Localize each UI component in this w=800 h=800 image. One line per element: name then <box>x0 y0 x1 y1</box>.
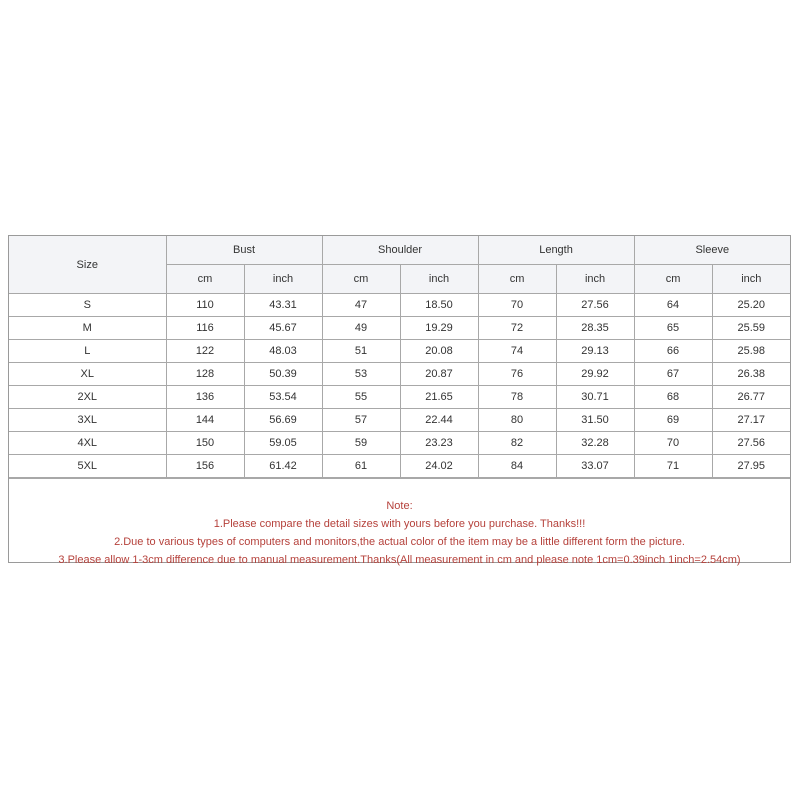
measurement-cell: 65 <box>634 317 712 340</box>
table-row <box>9 386 790 409</box>
measurement-cell: 82 <box>478 432 556 455</box>
measurement-cell: 122 <box>166 340 244 363</box>
size-table <box>9 236 790 478</box>
measurement-cell: 45.67 <box>244 317 322 340</box>
measurement-cell: 29.92 <box>556 363 634 386</box>
measurement-cell: 25.59 <box>712 317 790 340</box>
note-title: Note: <box>386 500 413 512</box>
group-header-shoulder: Shoulder <box>322 236 478 265</box>
measurement-cell: 26.77 <box>712 386 790 409</box>
table-row <box>9 294 790 317</box>
size-cell: 4XL <box>9 432 166 455</box>
measurement-cell: 29.13 <box>556 340 634 363</box>
measurement-cell: 84 <box>478 455 556 478</box>
measurement-cell: 110 <box>166 294 244 317</box>
measurement-cell: 76 <box>478 363 556 386</box>
size-header: Size <box>9 236 166 294</box>
measurement-cell: 156 <box>166 455 244 478</box>
measurement-cell: 59.05 <box>244 432 322 455</box>
table-row <box>9 409 790 432</box>
measurement-cell: 136 <box>166 386 244 409</box>
measurement-cell: 25.98 <box>712 340 790 363</box>
measurement-cell: 31.50 <box>556 409 634 432</box>
measurement-cell: 150 <box>166 432 244 455</box>
measurement-cell: 64 <box>634 294 712 317</box>
measurement-cell: 32.28 <box>556 432 634 455</box>
table-body <box>9 294 790 478</box>
size-cell: 3XL <box>9 409 166 432</box>
header-group-row <box>9 236 790 265</box>
measurement-cell: 24.02 <box>400 455 478 478</box>
measurement-cell: 61 <box>322 455 400 478</box>
measurement-cell: 66 <box>634 340 712 363</box>
measurement-cell: 80 <box>478 409 556 432</box>
measurement-cell: 68 <box>634 386 712 409</box>
measurement-cell: 72 <box>478 317 556 340</box>
measurement-cell: 43.31 <box>244 294 322 317</box>
measurement-cell: 22.44 <box>400 409 478 432</box>
measurement-cell: 19.29 <box>400 317 478 340</box>
size-chart <box>8 235 791 566</box>
measurement-cell: 144 <box>166 409 244 432</box>
measurement-cell: 70 <box>478 294 556 317</box>
measurement-cell: 56.69 <box>244 409 322 432</box>
measurement-cell: 50.39 <box>244 363 322 386</box>
measurement-cell: 18.50 <box>400 294 478 317</box>
measurement-cell: 57 <box>322 409 400 432</box>
measurement-cell: 70 <box>634 432 712 455</box>
measurement-cell: 74 <box>478 340 556 363</box>
unit-header-cm: cm <box>478 265 556 294</box>
size-cell: XL <box>9 363 166 386</box>
table-row <box>9 432 790 455</box>
note-line: 3.Please allow 1-3cm difference due to manual measurement.Thanks(All measurement in cm and please note 1cm=0.39inch 1inch=2.54cm) <box>58 554 741 566</box>
measurement-cell: 59 <box>322 432 400 455</box>
measurement-cell: 71 <box>634 455 712 478</box>
measurement-cell: 69 <box>634 409 712 432</box>
unit-header-inch: inch <box>556 265 634 294</box>
size-cell: S <box>9 294 166 317</box>
unit-header-cm: cm <box>634 265 712 294</box>
measurement-cell: 47 <box>322 294 400 317</box>
measurement-cell: 61.42 <box>244 455 322 478</box>
measurement-cell: 27.17 <box>712 409 790 432</box>
measurement-cell: 28.35 <box>556 317 634 340</box>
measurement-cell: 55 <box>322 386 400 409</box>
measurement-cell: 116 <box>166 317 244 340</box>
measurement-cell: 67 <box>634 363 712 386</box>
table-row <box>9 455 790 478</box>
group-header-length: Length <box>478 236 634 265</box>
measurement-cell: 33.07 <box>556 455 634 478</box>
measurement-cell: 78 <box>478 386 556 409</box>
measurement-cell: 26.38 <box>712 363 790 386</box>
measurement-cell: 128 <box>166 363 244 386</box>
group-header-sleeve: Sleeve <box>634 236 790 265</box>
table-row <box>9 317 790 340</box>
table-row <box>9 340 790 363</box>
table-row <box>9 363 790 386</box>
unit-header-inch: inch <box>400 265 478 294</box>
measurement-cell: 25.20 <box>712 294 790 317</box>
size-cell: L <box>9 340 166 363</box>
measurement-cell: 53 <box>322 363 400 386</box>
measurement-cell: 53.54 <box>244 386 322 409</box>
size-cell: M <box>9 317 166 340</box>
measurement-cell: 21.65 <box>400 386 478 409</box>
size-cell: 5XL <box>9 455 166 478</box>
measurement-cell: 27.56 <box>712 432 790 455</box>
measurement-cell: 51 <box>322 340 400 363</box>
measurement-cell: 27.95 <box>712 455 790 478</box>
group-header-bust: Bust <box>166 236 322 265</box>
unit-header-cm: cm <box>322 265 400 294</box>
measurement-cell: 27.56 <box>556 294 634 317</box>
size-cell: 2XL <box>9 386 166 409</box>
note-line: 1.Please compare the detail sizes with yours before you purchase. Thanks!!! <box>213 518 586 530</box>
measurement-cell: 23.23 <box>400 432 478 455</box>
measurement-cell: 30.71 <box>556 386 634 409</box>
measurement-cell: 49 <box>322 317 400 340</box>
unit-header-inch: inch <box>712 265 790 294</box>
unit-header-cm: cm <box>166 265 244 294</box>
measurement-cell: 48.03 <box>244 340 322 363</box>
notes-section <box>9 478 790 569</box>
measurement-cell: 20.08 <box>400 340 478 363</box>
unit-header-inch: inch <box>244 265 322 294</box>
measurement-cell: 20.87 <box>400 363 478 386</box>
note-line: 2.Due to various types of computers and monitors,the actual color of the item may be a little different form the picture. <box>114 536 685 548</box>
